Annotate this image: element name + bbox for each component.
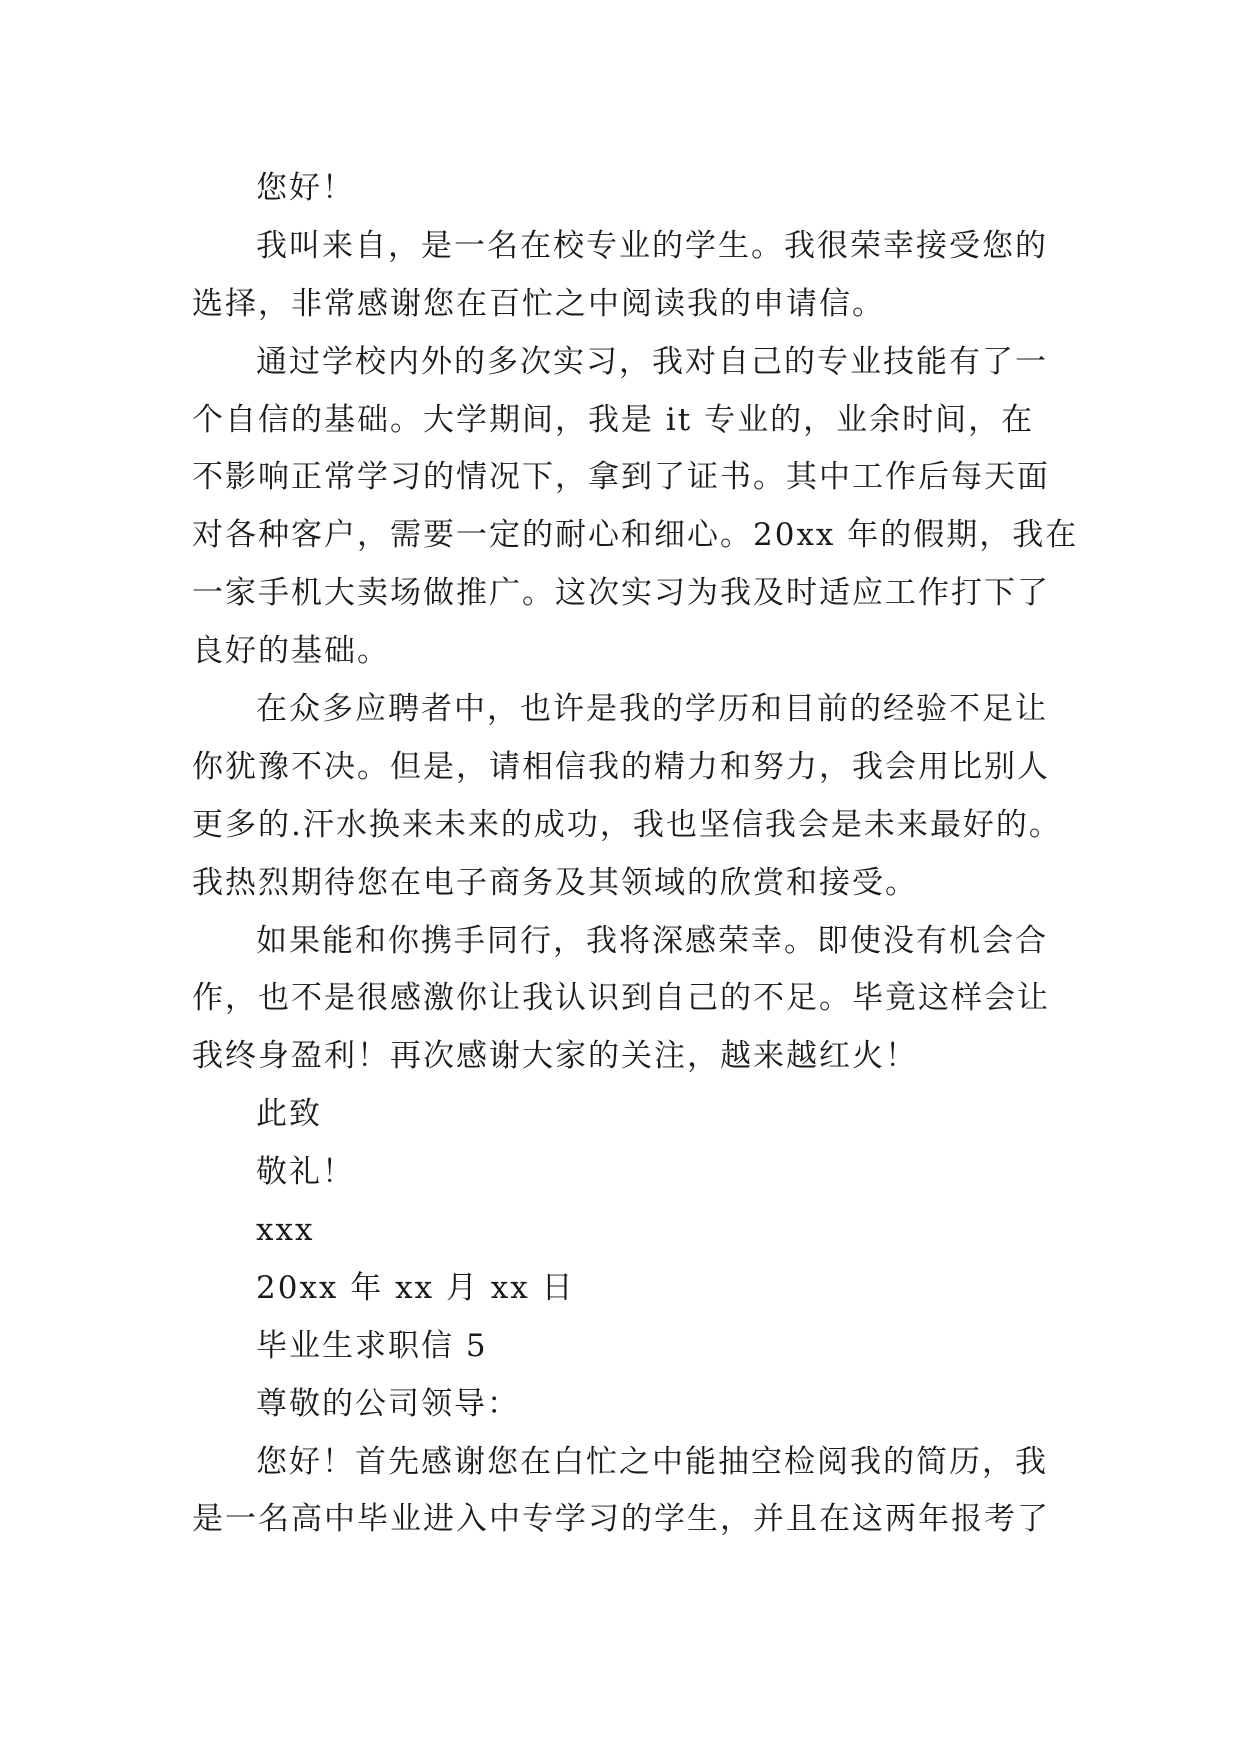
letter-body [192, 160, 1079, 1549]
text-line: 我终身盈利！再次感谢大家的关注，越来越红火！ [192, 1038, 918, 1075]
text-line: 你犹豫不决。但是，请相信我的精力和努力，我会用比别人 [192, 748, 1050, 785]
text-line: 如果能和你携手同行，我将深感荣幸。即使没有机会合 [256, 922, 1048, 959]
text-line: 您好！首先感谢您在白忙之中能抽空检阅我的简历，我 [256, 1443, 1048, 1480]
text-line: 通过学校内外的多次实习，我对自己的专业技能有了一 [256, 343, 1048, 380]
text-line: 良好的基础。 [192, 633, 390, 670]
closing-line: 此致 [256, 1096, 322, 1133]
text-line: 是一名高中毕业进入中专学习的学生，并且在这两年报考了 [192, 1501, 1050, 1538]
text-line: 作，也不是很感激你让我认识到自己的不足。毕竟这样会让 [192, 980, 1050, 1017]
text-line: 我叫来自，是一名在校专业的学生。我很荣幸接受您的 [256, 227, 1048, 264]
text-line: 个自信的基础。大学期间，我是 it 专业的，业余时间，在 [192, 401, 1035, 438]
date-line: 20xx 年 xx 月 xx 日 [256, 1269, 575, 1306]
salutation-line: 敬礼！ [256, 1154, 355, 1191]
text-line: 对各种客户，需要一定的耐心和细心。20xx 年的假期，我在 [192, 517, 1079, 554]
text-line: 更多的.汗水换来未来的成功，我也坚信我会是未来最好的。 [192, 806, 1062, 843]
text-line: 一家手机大卖场做推广。这次实习为我及时适应工作打下了 [192, 575, 1050, 612]
text-line: 选择，非常感谢您在百忙之中阅读我的申请信。 [192, 285, 885, 322]
greeting-line: 您好！ [256, 170, 355, 206]
text-line: 我热烈期待您在电子商务及其领域的欣赏和接受。 [192, 864, 918, 901]
text-line: 在众多应聘者中，也许是我的学历和目前的经验不足让 [256, 691, 1048, 728]
signature-line: xxx [256, 1212, 315, 1249]
section-heading: 毕业生求职信 5 [256, 1327, 488, 1364]
text-line: 不影响正常学习的情况下，拿到了证书。其中工作后每天面 [192, 459, 1050, 496]
addressee-line: 尊敬的公司领导： [256, 1385, 520, 1422]
